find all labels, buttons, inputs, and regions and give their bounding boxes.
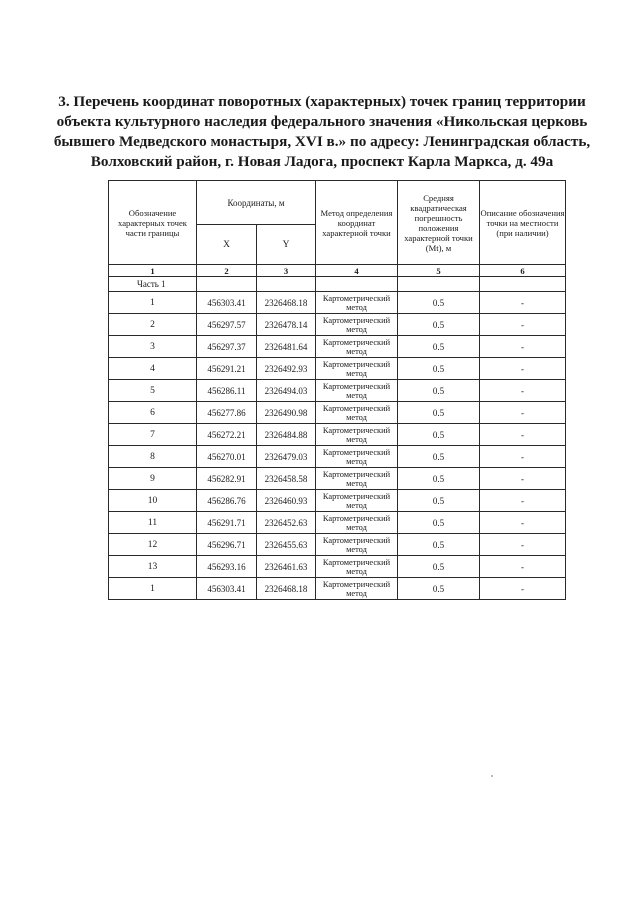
title-line-4: Волховский район, г. Новая Ладога, проспект Карла Маркса, д. 49а — [90, 153, 554, 170]
accuracy-cell: 0.5 — [398, 446, 480, 468]
accuracy-cell: 0.5 — [398, 358, 480, 380]
point-cell: 6 — [109, 402, 197, 424]
method-cell: Картометрический метод — [316, 578, 398, 600]
y-cell: 2326494.03 — [257, 380, 316, 402]
header-point: Обозначение характерных точек части границы — [109, 181, 197, 265]
table-row — [109, 424, 566, 446]
accuracy-cell: 0.5 — [398, 380, 480, 402]
header-description: Описание обозначения точки на местности (при наличии) — [480, 181, 566, 265]
empty-cell — [257, 277, 316, 292]
table-row — [109, 468, 566, 490]
x-cell: 456303.41 — [197, 292, 257, 314]
description-cell: - — [480, 402, 566, 424]
description-cell: - — [480, 314, 566, 336]
table-row — [109, 402, 566, 424]
accuracy-cell: 0.5 — [398, 314, 480, 336]
x-cell: 456293.16 — [197, 556, 257, 578]
description-cell: - — [480, 424, 566, 446]
accuracy-cell: 0.5 — [398, 402, 480, 424]
x-cell: 456277.86 — [197, 402, 257, 424]
table-row — [109, 380, 566, 402]
y-cell: 2326461.63 — [257, 556, 316, 578]
method-cell: Картометрический метод — [316, 490, 398, 512]
y-cell: 2326468.18 — [257, 578, 316, 600]
column-number: 4 — [316, 265, 398, 277]
part-label: Часть 1 — [109, 277, 197, 292]
x-cell: 456291.71 — [197, 512, 257, 534]
method-cell: Картометрический метод — [316, 358, 398, 380]
y-cell: 2326458.58 — [257, 468, 316, 490]
column-number: 5 — [398, 265, 480, 277]
column-number: 1 — [109, 265, 197, 277]
header-y: Y — [257, 225, 316, 265]
y-cell: 2326490.98 — [257, 402, 316, 424]
accuracy-cell: 0.5 — [398, 468, 480, 490]
y-cell: 2326492.93 — [257, 358, 316, 380]
point-cell: 5 — [109, 380, 197, 402]
x-cell: 456272.21 — [197, 424, 257, 446]
description-cell: - — [480, 556, 566, 578]
point-cell: 11 — [109, 512, 197, 534]
method-cell: Картометрический метод — [316, 424, 398, 446]
y-cell: 2326460.93 — [257, 490, 316, 512]
method-cell: Картометрический метод — [316, 380, 398, 402]
table-row — [109, 578, 566, 600]
y-cell: 2326452.63 — [257, 512, 316, 534]
description-cell: - — [480, 292, 566, 314]
accuracy-cell: 0.5 — [398, 556, 480, 578]
y-cell: 2326468.18 — [257, 292, 316, 314]
empty-cell — [398, 277, 480, 292]
table-row — [109, 446, 566, 468]
y-cell: 2326481.64 — [257, 336, 316, 358]
point-cell: 3 — [109, 336, 197, 358]
description-cell: - — [480, 534, 566, 556]
description-cell: - — [480, 446, 566, 468]
point-cell: 7 — [109, 424, 197, 446]
y-cell: 2326484.88 — [257, 424, 316, 446]
point-cell: 4 — [109, 358, 197, 380]
empty-cell — [480, 277, 566, 292]
accuracy-cell: 0.5 — [398, 534, 480, 556]
point-cell: 10 — [109, 490, 197, 512]
accuracy-cell: 0.5 — [398, 424, 480, 446]
method-cell: Картометрический метод — [316, 402, 398, 424]
description-cell: - — [480, 490, 566, 512]
accuracy-cell: 0.5 — [398, 292, 480, 314]
y-cell: 2326455.63 — [257, 534, 316, 556]
table-row — [109, 336, 566, 358]
method-cell: Картометрический метод — [316, 534, 398, 556]
part-row — [109, 277, 566, 292]
table-row — [109, 556, 566, 578]
title-line-1: 3. Перечень координат поворотных (характерных) точек границ территории — [58, 93, 586, 110]
title-line-3: бывшего Медведского монастыря, XVI в.» по адресу: Ленинградская область, — [53, 133, 591, 150]
accuracy-cell: 0.5 — [398, 578, 480, 600]
point-cell: 1 — [109, 292, 197, 314]
header-coordinates: Координаты, м — [197, 181, 316, 225]
x-cell: 456286.76 — [197, 490, 257, 512]
method-cell: Картометрический метод — [316, 292, 398, 314]
description-cell: - — [480, 578, 566, 600]
method-cell: Картометрический метод — [316, 468, 398, 490]
y-cell: 2326478.14 — [257, 314, 316, 336]
description-cell: - — [480, 512, 566, 534]
description-cell: - — [480, 468, 566, 490]
description-cell: - — [480, 380, 566, 402]
empty-cell — [197, 277, 257, 292]
page-title — [52, 92, 592, 172]
point-cell: 1 — [109, 578, 197, 600]
title-line-2: объекта культурного наследия федерального значения «Никольская церковь — [56, 113, 588, 130]
method-cell: Картометрический метод — [316, 556, 398, 578]
x-cell: 456291.21 — [197, 358, 257, 380]
header-x: X — [197, 225, 257, 265]
point-cell: 9 — [109, 468, 197, 490]
description-cell: - — [480, 358, 566, 380]
header-accuracy: Средняя квадратическая погрешность положения характерной точки (Mt), м — [398, 181, 480, 265]
x-cell: 456297.57 — [197, 314, 257, 336]
point-cell: 13 — [109, 556, 197, 578]
accuracy-cell: 0.5 — [398, 512, 480, 534]
accuracy-cell: 0.5 — [398, 336, 480, 358]
y-cell: 2326479.03 — [257, 446, 316, 468]
x-cell: 456296.71 — [197, 534, 257, 556]
x-cell: 456270.01 — [197, 446, 257, 468]
column-number: 3 — [257, 265, 316, 277]
method-cell: Картометрический метод — [316, 314, 398, 336]
table-row — [109, 512, 566, 534]
x-cell: 456297.37 — [197, 336, 257, 358]
x-cell: 456303.41 — [197, 578, 257, 600]
scan-speck — [491, 775, 493, 777]
accuracy-cell: 0.5 — [398, 490, 480, 512]
table-row — [109, 358, 566, 380]
x-cell: 456286.11 — [197, 380, 257, 402]
x-cell: 456282.91 — [197, 468, 257, 490]
table-row — [109, 490, 566, 512]
table-row — [109, 534, 566, 556]
description-cell: - — [480, 336, 566, 358]
point-cell: 2 — [109, 314, 197, 336]
header-method: Метод определения координат характерной точки — [316, 181, 398, 265]
column-number: 2 — [197, 265, 257, 277]
table-row — [109, 314, 566, 336]
coordinates-table — [108, 180, 566, 600]
empty-cell — [316, 277, 398, 292]
column-number: 6 — [480, 265, 566, 277]
method-cell: Картометрический метод — [316, 446, 398, 468]
method-cell: Картометрический метод — [316, 336, 398, 358]
method-cell: Картометрический метод — [316, 512, 398, 534]
point-cell: 12 — [109, 534, 197, 556]
point-cell: 8 — [109, 446, 197, 468]
table-row — [109, 292, 566, 314]
